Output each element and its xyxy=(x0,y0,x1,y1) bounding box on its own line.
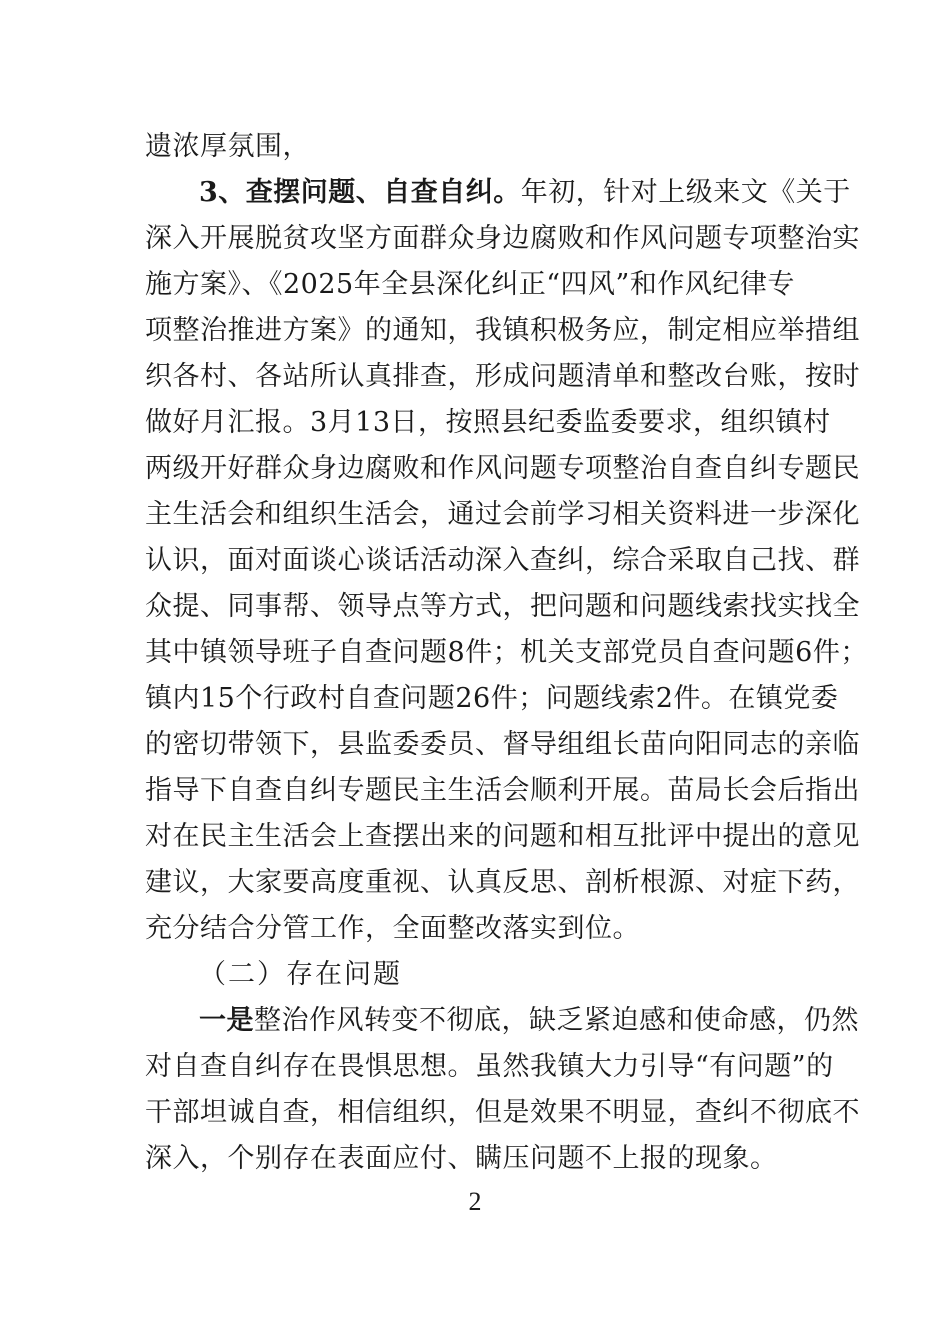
paragraph-line: 织各村、各站所认真排查，形成问题清单和整改台账，按时 xyxy=(145,361,860,392)
paragraph-line: 众提、同事帮、领导点等方式，把问题和问题线索找实找全 xyxy=(145,591,860,622)
paragraph-line: 认识，面对面谈心谈话活动深入查纠，综合采取自己找、群 xyxy=(145,545,860,576)
subsection-heading: （二）存在问题 xyxy=(199,959,402,990)
page-number: 2 xyxy=(468,1187,482,1216)
section-3-first-line xyxy=(199,170,851,216)
paragraph-line: 对自查自纠存在畏惧思想。虽然我镇大力引导“有问题”的 xyxy=(145,1051,834,1082)
paragraph-line: 对在民主生活会上查摆出来的问题和相互批评中提出的意见 xyxy=(145,821,860,852)
paragraph-line: 其中镇领导班子自查问题8件；机关支部党员自查问题6件； xyxy=(145,637,868,668)
paragraph-line: 遗浓厚氛围， xyxy=(145,131,310,162)
paragraph-line: 深入开展脱贫攻坚方面群众身边腐败和作风问题专项整治实 xyxy=(145,223,860,254)
paragraph-line: 干部坦诚自查，相信组织，但是效果不明显，查纠不彻底不 xyxy=(145,1097,860,1128)
problem-1-first-line xyxy=(199,998,859,1044)
paragraph-line: 两级开好群众身边腐败和作风问题专项整治自查自纠专题民 xyxy=(145,453,860,484)
paragraph-line: 做好月汇报。3月13日，按照县纪委监委要求，组织镇村 xyxy=(145,407,831,438)
paragraph-line: 镇内15个行政村自查问题26件；问题线索2件。在镇党委 xyxy=(145,683,839,714)
paragraph-line: 指导下自查自纠专题民主生活会顺利开展。苗局长会后指出 xyxy=(145,775,860,806)
paragraph-line: 项整治推进方案》的通知，我镇积极务应，制定相应举措组 xyxy=(145,315,860,346)
paragraph-line: 的密切带领下，县监委委员、督导组组长苗向阳同志的亲临 xyxy=(145,729,860,760)
paragraph-line: 深入，个别存在表面应付、瞒压问题不上报的现象。 xyxy=(145,1143,778,1174)
problem-1-first-line-text: 整治作风转变不彻底，缺乏紧迫感和使命感，仍然 xyxy=(254,1005,859,1036)
section-3-first-line-text: 年初，针对上级来文《关于 xyxy=(520,177,851,208)
paragraph-line: 施方案》、《2025年全县深化纠正“四风”和作风纪律专 xyxy=(145,269,795,300)
paragraph-line: 充分结合分管工作，全面整改落实到位。 xyxy=(145,913,640,944)
section-3-heading: 3、查摆问题、自查自纠。 xyxy=(199,177,521,208)
paragraph-line: 建议，大家要高度重视、认真反思、剖析根源、对症下药， xyxy=(145,867,860,898)
problem-1-lead: 一是 xyxy=(199,1005,254,1036)
paragraph-line: 主生活会和组织生活会，通过会前学习相关资料进一步深化 xyxy=(145,499,860,530)
